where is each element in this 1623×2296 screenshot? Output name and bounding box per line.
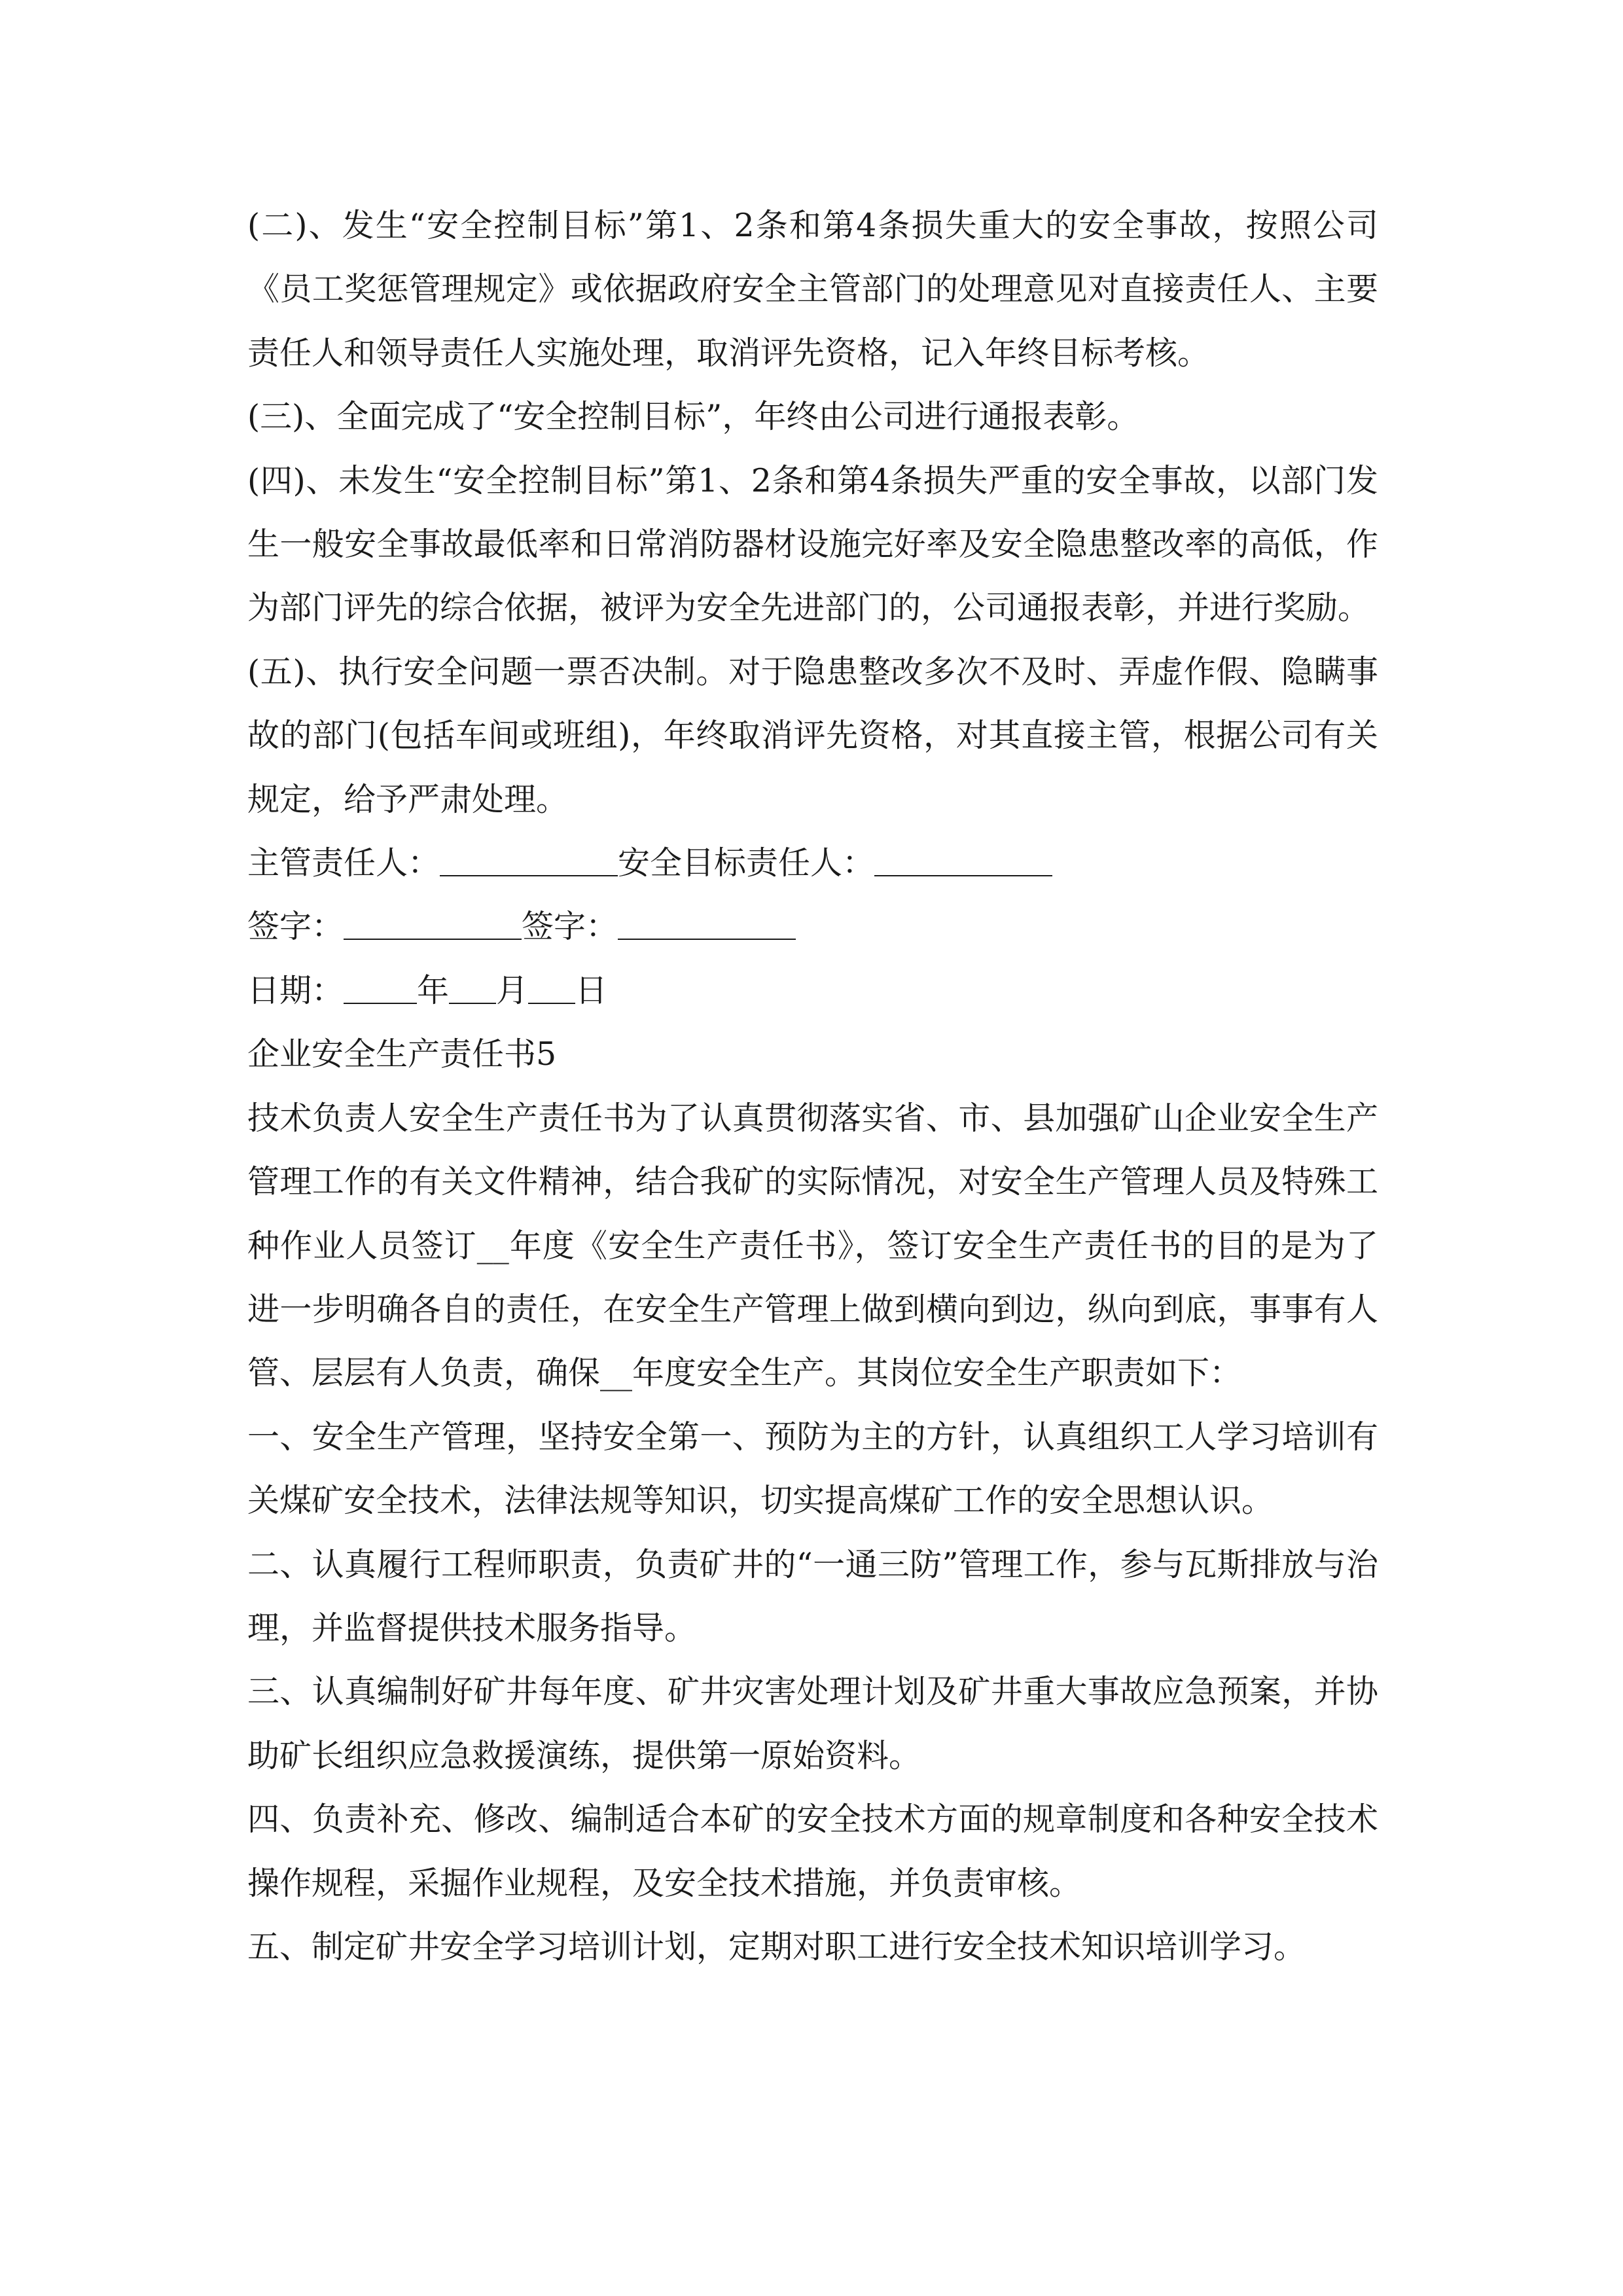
paragraph-4: (四)、未发生“安全控制目标”第1、2条和第4条损失严重的安全事故，以部门发生一般安全事故最低率和日常消防器材设施完好率及安全隐患整改率的高低，作为部门评先的综合依据，被评为安全先进部门的，公司通报表彰，并进行奖励。 [247, 461, 1378, 627]
duty-item-5: 五、制定矿井安全学习培训计划，定期对职工进行安全技术知识培训学习。 [247, 1928, 1306, 1965]
supervisor-label: 主管责任人： [247, 844, 440, 882]
target-responsible-blank [874, 841, 1052, 876]
signature-line [247, 895, 1378, 958]
document-body [247, 194, 1378, 1979]
duty-item-3: 三、认真编制好矿井每年度、矿井灾害处理计划及矿井重大事故应急预案，并协助矿长组织应急救援演练，提供第一原始资料。 [247, 1673, 1378, 1774]
duty-item-2: 二、认真履行工程师职责，负责矿井的“一通三防”管理工作，参与瓦斯排放与治理，并监督提供技术服务指导。 [247, 1545, 1378, 1647]
target-responsible-label: 安全目标责任人： [618, 844, 875, 882]
duty-item-1: 一、安全生产管理，坚持安全第一、预防为主的方针，认真组织工人学习培训有关煤矿安全技术，法律法规等知识，切实提高煤矿工作的安全思想认识。 [247, 1418, 1378, 1520]
month-label: 月 [496, 971, 529, 1009]
paragraph-5: (五)、执行安全问题一票否决制。对于隐患整改多次不及时、弄虚作假、隐瞒事故的部门(包括车间或班组)，年终取消评先资格，对其直接主管，根据公司有关规定，给予严肃处理。 [247, 653, 1378, 818]
supervisor-line [247, 831, 1378, 895]
paragraph-2: (二)、发生“安全控制目标”第1、2条和第4条损失重大的安全事故，按照公司《员工奖惩管理规定》或依据政府安全主管部门的处理意见对直接责任人、主要责任人和领导责任人实施处理，取消评先资格，记入年终目标考核。 [247, 207, 1378, 372]
month-blank [449, 969, 496, 1004]
duty-item-4: 四、负责补充、修改、编制适合本矿的安全技术方面的规章制度和各种安全技术操作规程，采掘作业规程，及安全技术措施，并负责审核。 [247, 1801, 1378, 1902]
sign-blank-1 [344, 905, 522, 940]
day-blank [528, 969, 575, 1004]
section-title: 企业安全生产责任书5 [247, 1035, 557, 1073]
day-label: 日 [575, 971, 608, 1009]
year-label: 年 [417, 971, 450, 1009]
sign-label-2: 签字： [522, 908, 618, 946]
supervisor-blank [440, 841, 618, 876]
date-line [247, 959, 1378, 1022]
responsibility-intro: 技术负责人安全生产责任书为了认真贯彻落实省、市、县加强矿山企业安全生产管理工作的有关文件精神，结合我矿的实际情况，对安全生产管理人员及特殊工种作业人员签订__年度《安全生产责任书》，签订安全生产责任书的目的是为了进一步明确各自的责任，在安全生产管理上做到横向到边，纵向到底，事事有人管、层层有人负责，确保__年度安全生产。其岗位安全生产职责如下： [247, 1099, 1378, 1392]
sign-label-1: 签字： [247, 908, 344, 946]
date-label: 日期： [247, 971, 344, 1009]
paragraph-3: (三)、全面完成了“安全控制目标”，年终由公司进行通报表彰。 [247, 398, 1139, 436]
sign-blank-2 [618, 905, 796, 940]
year-blank [344, 969, 417, 1004]
